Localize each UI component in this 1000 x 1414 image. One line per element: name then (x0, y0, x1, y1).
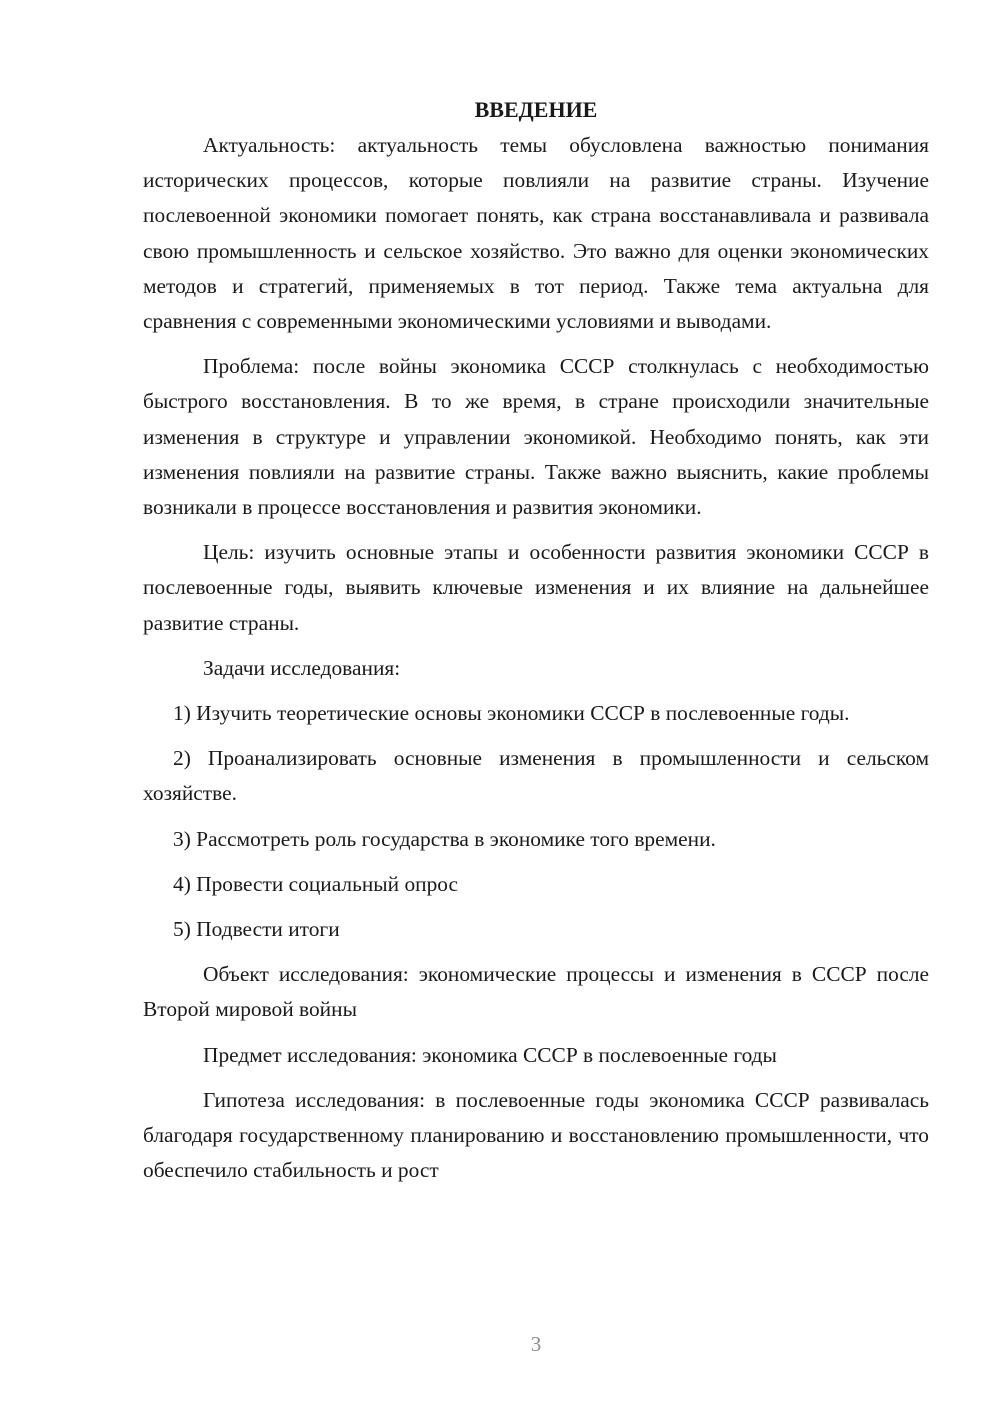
paragraph-problem: Проблема: после войны экономика СССР столкнулась с необходимостью быстрого восстановления. В то же время, в стране происходили значительные изменения в структуре и управлении экономикой. Необходимо понять, как эти изменения повлияли на развитие страны. Также важно выяснить, какие проблемы возникали в процессе восстановления и развития экономики. (143, 354, 929, 520)
page-title: ВВЕДЕНИЕ (474, 97, 598, 122)
task-item-3: 3) Рассмотреть роль государства в экономике того времени. (173, 826, 716, 851)
paragraph-tasks-heading: Задачи исследования: (203, 655, 401, 680)
page-number: 3 (530, 1332, 542, 1356)
paragraph-object: Объект исследования: экономические процессы и изменения в СССР после Второй мировой войны (143, 962, 929, 1022)
paragraph-goal: Цель: изучить основные этапы и особенности развития экономики СССР в послевоенные годы, выявить ключевые изменения и их влияние на дальнейшее развитие страны. (143, 540, 929, 635)
paragraph-relevance: Актуальность: актуальность темы обусловлена важностью понимания исторических процессов, которые повлияли на развитие страны. Изучение послевоенной экономики помогает понять, как страна восстанавливала и развивала свою промышленность и сельское хозяйство. Это важно для оценки экономических методов и стратегий, применяемых в тот период. Также тема актуальна для сравнения с современными экономическими условиями и выводами. (143, 133, 929, 334)
task-item-1: 1) Изучить теоретические основы экономики СССР в послевоенные годы. (173, 701, 850, 726)
task-item-4: 4) Провести социальный опрос (173, 871, 459, 896)
document-page (143, 92, 929, 1198)
task-item-5: 5) Подвести итоги (173, 917, 340, 942)
paragraph-subject: Предмет исследования: экономика СССР в послевоенные годы (203, 1042, 777, 1067)
task-item-2: 2) Проанализировать основные изменения в промышленности и сельском хозяйстве. (143, 746, 929, 806)
paragraph-hypothesis: Гипотеза исследования: в послевоенные годы экономика СССР развивалась благодаря государственному планированию и восстановлению промышленности, что обеспечило стабильность и рост (143, 1087, 929, 1183)
